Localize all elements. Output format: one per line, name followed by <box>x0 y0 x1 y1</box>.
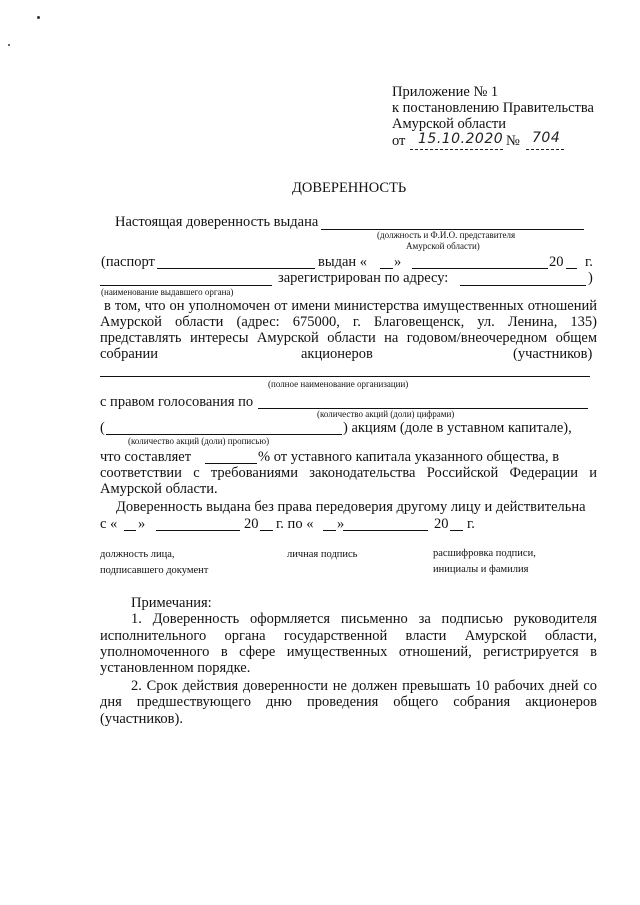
validity-to-quote: » <box>337 516 345 532</box>
number-underline <box>526 149 564 150</box>
passport-year-field <box>566 268 577 269</box>
signature-personal-label: личная подпись <box>287 549 358 560</box>
scan-speck <box>8 44 10 46</box>
note-1-line-4: установленном порядке. <box>100 660 251 676</box>
shares-open: ( <box>100 420 105 436</box>
validity-to-year: 20 <box>434 516 449 532</box>
passport-year-suffix: г. <box>585 254 593 270</box>
passport-year: 20 <box>549 254 564 270</box>
appendix-date-value: 15.10.2020 <box>418 131 504 147</box>
document-title: ДОВЕРЕННОСТЬ <box>292 180 407 196</box>
validity-to-month-field <box>343 530 428 531</box>
validity-from-day-field <box>124 530 136 531</box>
organization-hint: (полное наименование организации) <box>268 379 409 389</box>
note-1-line-3: уполномоченного в сфере имущественных отношений, регистрируется в <box>100 644 597 660</box>
signature-position-label-2: подписавшего документ <box>100 565 209 576</box>
percent-field <box>205 463 257 464</box>
passport-field <box>157 268 315 269</box>
shares-words-field <box>106 434 342 435</box>
appendix-number-value: 704 <box>532 130 561 146</box>
note-1-line-2: исполнительного органа государственной власти Амурской области, <box>100 628 597 644</box>
authority-line-1: в том, что он уполномочен от имени министерства имущественных отношений <box>104 298 597 314</box>
appendix-line-3: Амурской области <box>392 116 506 132</box>
validity-line-1: Доверенность выдана без права передоверия другому лицу и действительна <box>116 499 586 515</box>
issuing-authority-hint: (наименование выдавшего органа) <box>101 287 234 297</box>
validity-from-year: 20 <box>244 516 259 532</box>
scan-speck <box>37 16 40 19</box>
signature-decoding-label-2: инициалы и фамилия <box>433 564 529 575</box>
issued-to-label: Настоящая доверенность выдана <box>115 214 319 230</box>
passport-issued: выдан « <box>318 254 368 270</box>
voting-label: с правом голосования по <box>100 394 254 410</box>
passport-quote-close: » <box>394 254 402 270</box>
authority-line-4b: акционеров <box>301 346 373 362</box>
share-line-2: соответствии с требованиями законодательства Российской Федерации и <box>100 465 597 481</box>
authority-line-2: Амурской области (адрес: 675000, г. Благовещенск, ул. Ленина, 135) <box>100 314 597 330</box>
appendix-line-2: к постановлению Правительства <box>392 100 594 116</box>
passport-open: (паспорт <box>101 254 155 270</box>
validity-from-quote: » <box>138 516 146 532</box>
date-underline <box>410 149 503 150</box>
validity-from-month-field <box>156 530 240 531</box>
appendix-line-1: Приложение № 1 <box>392 84 499 100</box>
validity-from-year-field <box>260 530 273 531</box>
shares-tail: ) акциям (доле в уставном капитале), <box>343 420 572 436</box>
validity-from: с « <box>100 516 118 532</box>
signature-position-label-1: должность лица, <box>100 549 175 560</box>
issuing-authority-field <box>100 285 272 286</box>
share-line-3: Амурской области. <box>100 481 218 497</box>
appendix-number-sign: № <box>506 133 520 149</box>
passport-day-field <box>380 268 393 269</box>
validity-to-year-field <box>450 530 463 531</box>
passport-month-field <box>412 268 548 269</box>
validity-to-suffix: г. <box>467 516 475 532</box>
validity-to: г. по « <box>276 516 314 532</box>
validity-to-day-field <box>323 530 336 531</box>
notes-title: Примечания: <box>131 595 212 611</box>
share-line-1b: % от уставного капитала указанного общества, в <box>258 449 560 465</box>
address-field <box>460 285 586 286</box>
organization-field <box>100 376 590 377</box>
shares-digits-hint: (количество акций (доли) цифрами) <box>317 409 455 419</box>
note-2-line-2: дня предшествующего дню проведения общего собрания акционеров <box>100 694 597 710</box>
share-line-1a: что составляет <box>100 449 192 465</box>
note-2-line-3: (участников). <box>100 711 183 727</box>
authority-line-4a: собрании <box>100 346 159 362</box>
signature-decoding-label-1: расшифровка подписи, <box>433 548 536 559</box>
registered-label: зарегистрирован по адресу: <box>278 270 449 286</box>
note-1-line-1: 1. Доверенность оформляется письменно за подписью руководителя <box>131 611 597 627</box>
note-2-line-1: 2. Срок действия доверенности не должен превышать 10 рабочих дней со <box>131 678 597 694</box>
shares-words-hint: (количество акций (доли) прописью) <box>128 436 270 446</box>
authority-line-4c: (участников) <box>513 346 593 362</box>
passport-close: ) <box>588 270 593 286</box>
authority-line-3: представлять интересы Амурской области на годовом/внеочередном общем <box>100 330 597 346</box>
issued-to-hint-1: (должность и Ф.И.О. представителя <box>377 230 516 240</box>
appendix-date-prefix: от <box>392 133 406 149</box>
issued-to-hint-2: Амурской области) <box>406 241 480 251</box>
